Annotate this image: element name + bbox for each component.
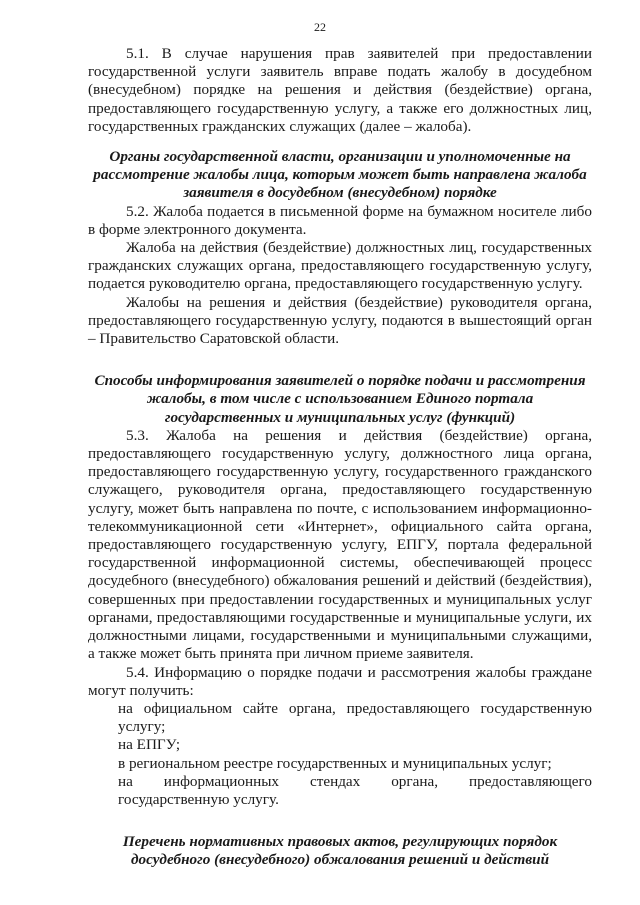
paragraph-5-3: 5.3. Жалоба на решения и действия (бездействие) органа, предоставляющего государственную услугу, должностного лица органа, предоставляющего государственную услугу, государственного гражданского служащего, руководителя органа, предоставляющего государственную услугу, может быть направлена по почте, с использованием информационно-телекоммуникационной сети «Интернет», официального сайта органа, предоставляющего государственную услугу, ЕПГУ, портала федеральной государственной информационной системы, обеспечивающей процесс досудебного (внесудебного) обжалования решений и действий (бездействия), совершенных при предоставлении государственных и муниципальных услуг органами, предоставляющими государственные и муниципальные услуги, их должностными лицами, государственными и муниципальными служащими, а также может быть принята при личном приеме заявителя. xyxy=(88,426,592,663)
paragraph-5-2-head: Жалобы на решения и действия (бездействие) руководителя органа, предоставляющего государственную услугу, подаются в вышестоящий орган – Правительство Саратовской области. xyxy=(88,293,592,348)
paragraph-5-2: 5.2. Жалоба подается в письменной форме на бумажном носителе либо в форме электронного документа. xyxy=(88,202,592,238)
paragraph-5-2-officials: Жалоба на действия (бездействие) должностных лиц, государственных гражданских служащих органа, предоставляющего государственную услугу, подается руководителю органа, предоставляющего государственную услугу. xyxy=(88,239,592,293)
paragraph-5-1: 5.1. В случае нарушения прав заявителей при предоставлении государственной услуги заявитель вправе подать жалобу в досудебном (внесудебном) порядке на решения и действия (бездействие) органа, предоставляющего государственную услугу, а также его должностных лиц, государственных гражданских служащих (далее – жалоба). xyxy=(88,45,592,135)
document-body xyxy=(88,45,592,870)
list-item-regional-registry: в региональном реестре государственных и муниципальных услуг; xyxy=(118,754,552,772)
page-number: 22 xyxy=(314,20,326,34)
heading-appeal-bodies: Органы государственной власти, организации и уполномоченные на рассмотрение жалобы лица, которым может быть направлена жалоба заявителя в досудебном (внесудебном) порядке xyxy=(93,148,587,202)
list-item-epgu: на ЕПГУ; xyxy=(118,736,181,754)
list-item-info-stands: на информационных стендах органа, предоставляющего государственную услугу. xyxy=(118,772,592,808)
heading-legal-acts: Перечень нормативных правовых актов, регулирующих порядок досудебного (внесудебного) обжалования решений и действий xyxy=(122,833,558,869)
list-item-official-site: на официальном сайте органа, предоставляющего государственную услугу; xyxy=(118,699,592,736)
heading-informing-methods: Способы информирования заявителей о порядке подачи и рассмотрения жалобы, в том числе с использованием Единого портала государственных и муниципальных услуг (функций) xyxy=(94,372,586,426)
paragraph-5-4: 5.4. Информацию о порядке подачи и рассмотрения жалобы граждане могут получить: xyxy=(88,663,592,699)
